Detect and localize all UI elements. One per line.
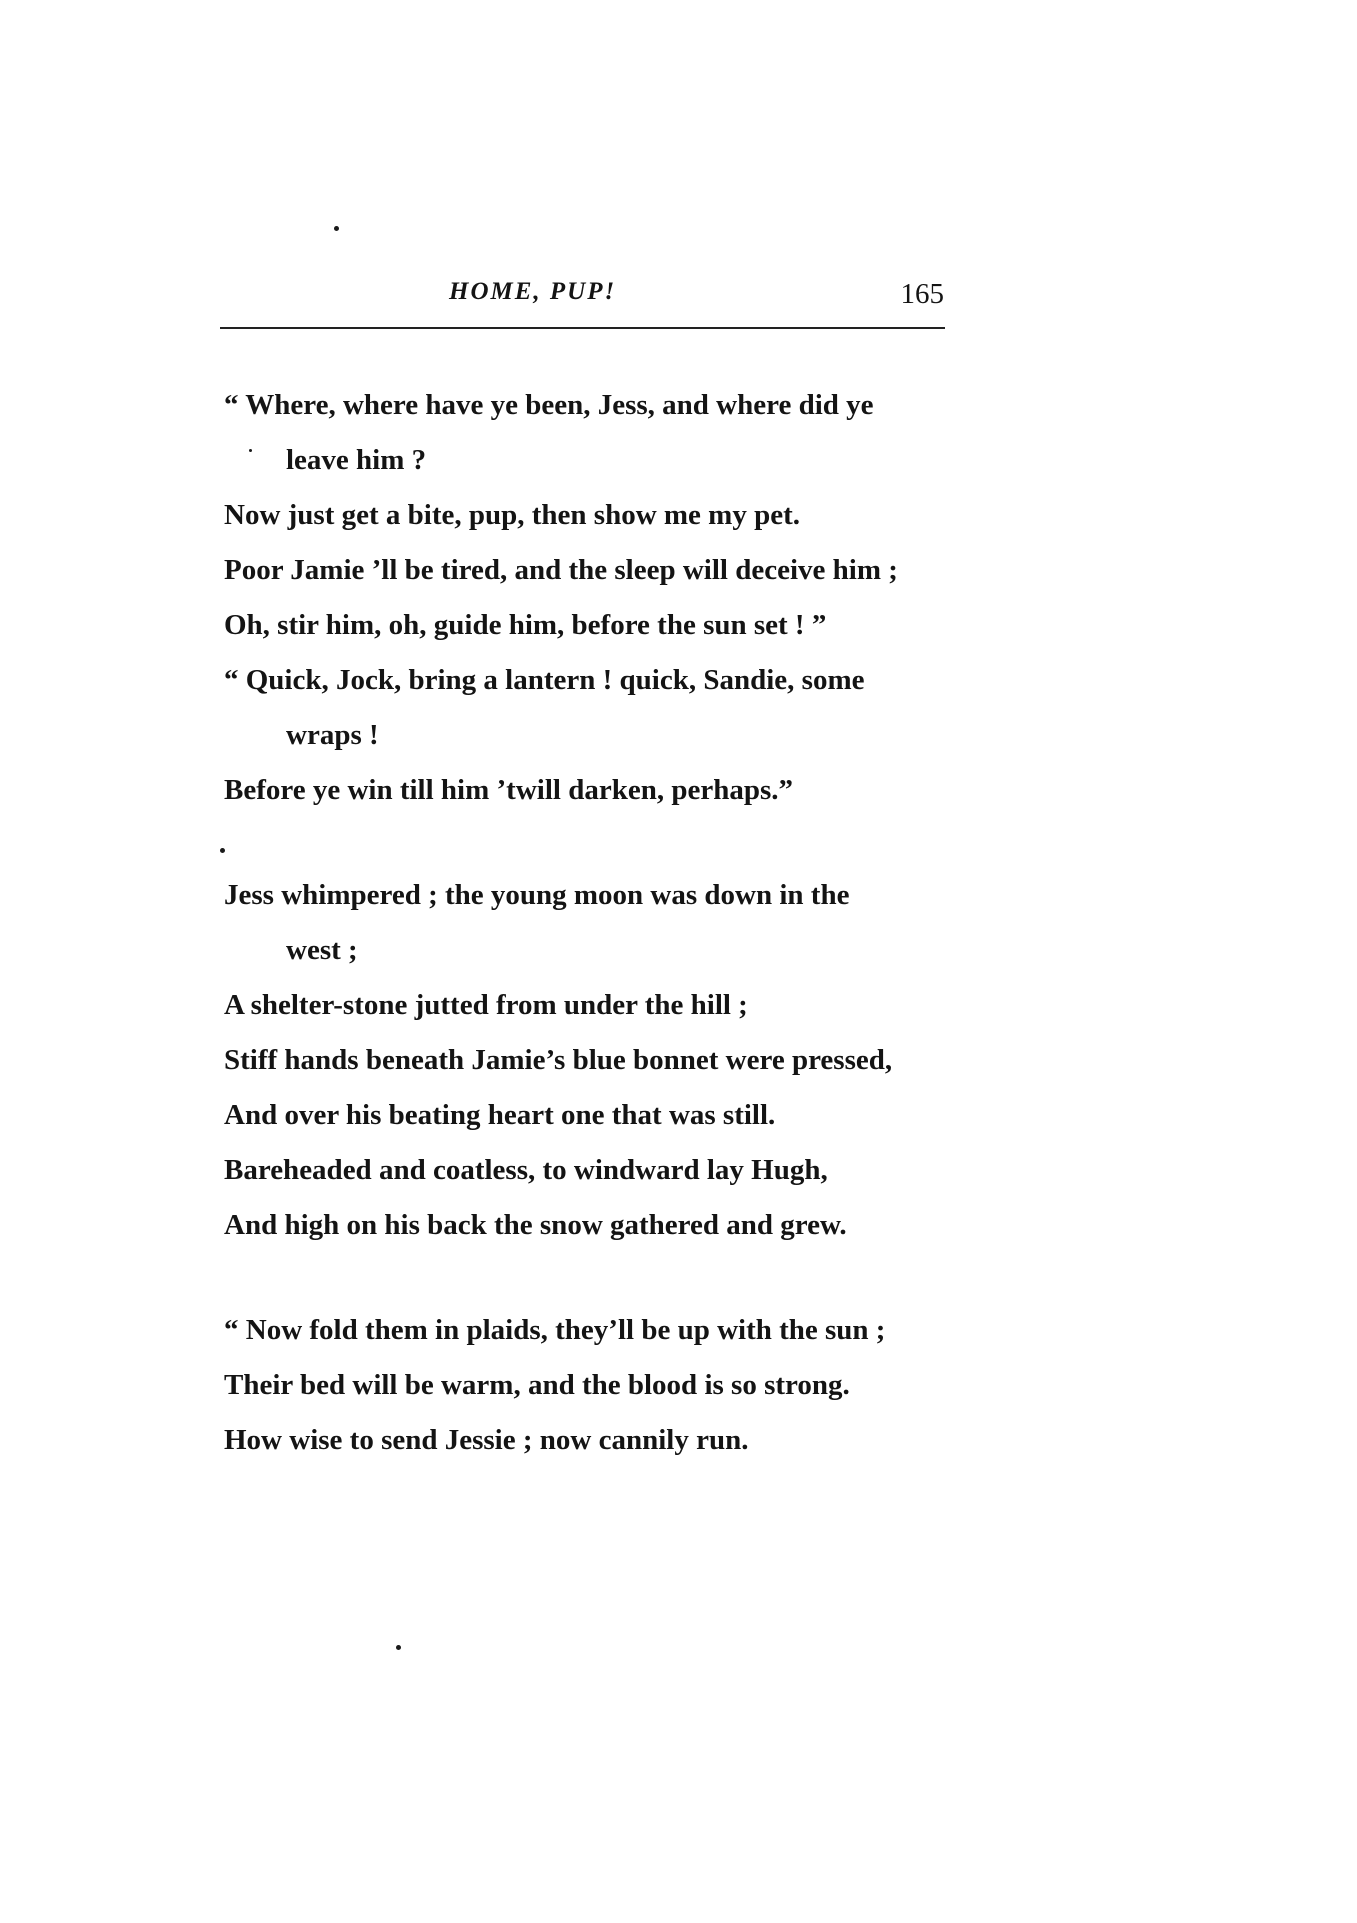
stanza	[224, 868, 959, 1253]
poem-line: Jess whimpered ; the young moon was down in the	[224, 879, 850, 911]
running-head	[224, 278, 944, 318]
stanza-gap	[224, 818, 959, 868]
poem-line: “ Quick, Jock, bring a lantern ! quick, Sandie, some	[224, 664, 865, 696]
poem-line-continuation: west ;	[286, 934, 358, 966]
poem-line: Now just get a bite, pup, then show me my pet.	[224, 499, 800, 531]
poem-line-continuation: leave him ?	[286, 444, 427, 476]
poem-line: And over his beating heart one that was still.	[224, 1099, 776, 1131]
running-title: HOME, PUP!	[449, 278, 617, 305]
stanza	[224, 1303, 959, 1468]
print-speck	[334, 226, 339, 231]
poem-line: How wise to send Jessie ; now cannily run.	[224, 1424, 749, 1456]
header-rule	[220, 327, 945, 329]
poem-line: Their bed will be warm, and the blood is so strong.	[224, 1369, 850, 1401]
page-number: 165	[900, 278, 944, 310]
poem-line: “ Now fold them in plaids, they’ll be up with the sun ;	[224, 1314, 886, 1346]
stanza-gap	[224, 1253, 959, 1303]
print-speck	[396, 1645, 401, 1650]
poem-line: Stiff hands beneath Jamie’s blue bonnet were pressed,	[224, 1044, 893, 1076]
poem-line: Bareheaded and coatless, to windward lay Hugh,	[224, 1154, 828, 1186]
stanza	[224, 378, 959, 818]
poem-line: And high on his back the snow gathered and grew.	[224, 1209, 847, 1241]
poem-line: Before ye win till him ’twill darken, perhaps.”	[224, 774, 793, 806]
poem-line: “ Where, where have ye been, Jess, and where did ye	[224, 389, 874, 421]
poem-line: Poor Jamie ’ll be tired, and the sleep will deceive him ;	[224, 554, 898, 586]
poem-line-continuation: wraps !	[286, 719, 379, 751]
poem-line: A shelter-stone jutted from under the hill ;	[224, 989, 748, 1021]
poem-body	[224, 378, 959, 1468]
poem-line: Oh, stir him, oh, guide him, before the sun set ! ”	[224, 609, 827, 641]
